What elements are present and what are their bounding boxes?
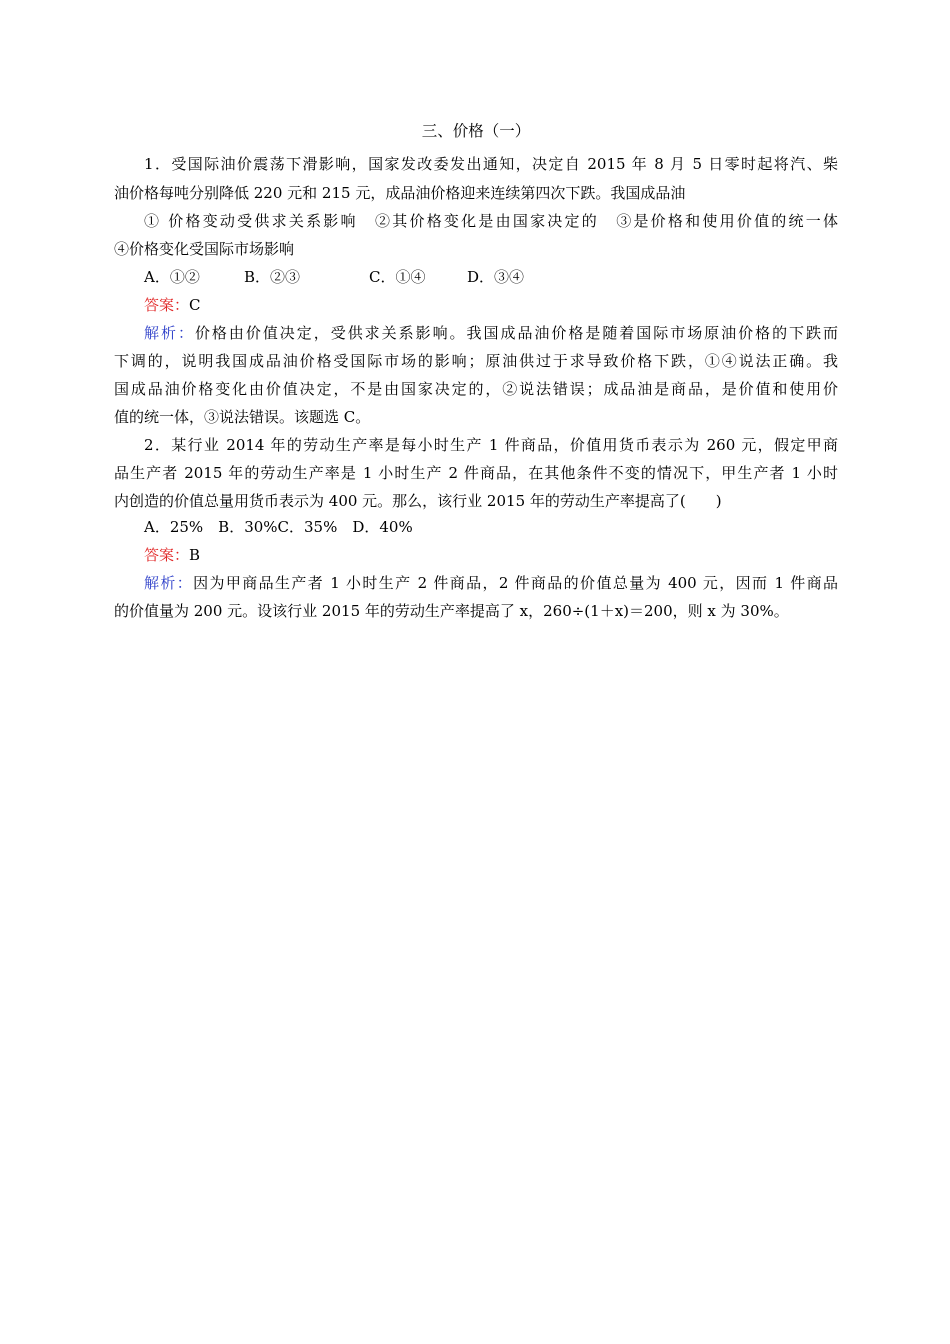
q2-answer: [144, 544, 200, 566]
q2-options: A．25% B．30%C．35% D．40%: [144, 518, 413, 536]
q2-line-2: 品生产者 2015 年的劳动生产率是 1 小时生产 2 件商品，在其他条件不变的情况下，甲生产者 1 小时: [114, 464, 838, 482]
q1-option-b: B．②③: [244, 268, 301, 286]
q2-answer-value: B: [189, 546, 201, 564]
q1-analysis-label: 解析：: [144, 324, 195, 342]
q1-options: [144, 266, 524, 288]
q2-analysis-text-1: 因为甲商品生产者 1 小时生产 2 件商品，2 件商品的价值总量为 400 元，因而 1 件商品: [193, 574, 838, 592]
q1-answer-value: C: [189, 296, 201, 314]
q2-line-3: 内创造的价值总量用货币表示为 400 元。那么，该行业 2015 年的劳动生产率提高了( ): [114, 492, 722, 510]
q1-answer: [144, 294, 201, 316]
q1-line-2: 油价格每吨分别降低 220 元和 215 元，成品油价格迎来连续第四次下跌。我国成品油: [114, 184, 686, 202]
q2-analysis-label: 解析：: [144, 574, 194, 592]
q1-analysis-text-1: 价格由价值决定，受供求关系影响。我国成品油价格是随着国际市场原油价格的下跌而: [194, 324, 838, 342]
q2-analysis-line-1: [144, 572, 838, 594]
page-title: 三、价格（一）: [421, 122, 531, 140]
q1-analysis-line-3: 国成品油价格变化由价值决定，不是由国家决定的，②说法错误；成品油是商品，是价值和使用价: [114, 380, 838, 398]
q2-answer-label: 答案：: [144, 546, 190, 564]
q1-option-c: C．①④: [369, 268, 426, 286]
q1-answer-label: 答案：: [144, 296, 190, 314]
q1-line-1: 1．受国际油价震荡下滑影响，国家发改委发出通知，决定自 2015 年 8 月 5 日零时起将汽、柴: [144, 155, 838, 173]
q1-analysis-line-4: 值的统一体，③说法错误。该题选 C。: [114, 408, 371, 426]
q1-analysis-line-2: 下调的，说明我国成品油价格受国际市场的影响；原油供过于求导致价格下跌，①④说法正确。我: [114, 352, 838, 370]
q2-analysis-line-2: 的价值量为 200 元。设该行业 2015 年的劳动生产率提高了 x，260÷(1＋x)＝200，则 x 为 30%。: [114, 602, 789, 620]
q1-analysis-line-1: [144, 322, 838, 344]
q1-option-a: A．①②: [144, 268, 200, 286]
q2-line-1: 2．某行业 2014 年的劳动生产率是每小时生产 1 件商品，价值用货币表示为 260 元，假定甲商: [144, 436, 838, 454]
q1-statement-2: ④价格变化受国际市场影响: [114, 240, 295, 258]
q1-statement-1: ① 价格变动受供求关系影响 ②其价格变化是由国家决定的 ③是价格和使用价值的统一体: [144, 212, 838, 230]
q1-option-d: D．③④: [467, 268, 525, 286]
